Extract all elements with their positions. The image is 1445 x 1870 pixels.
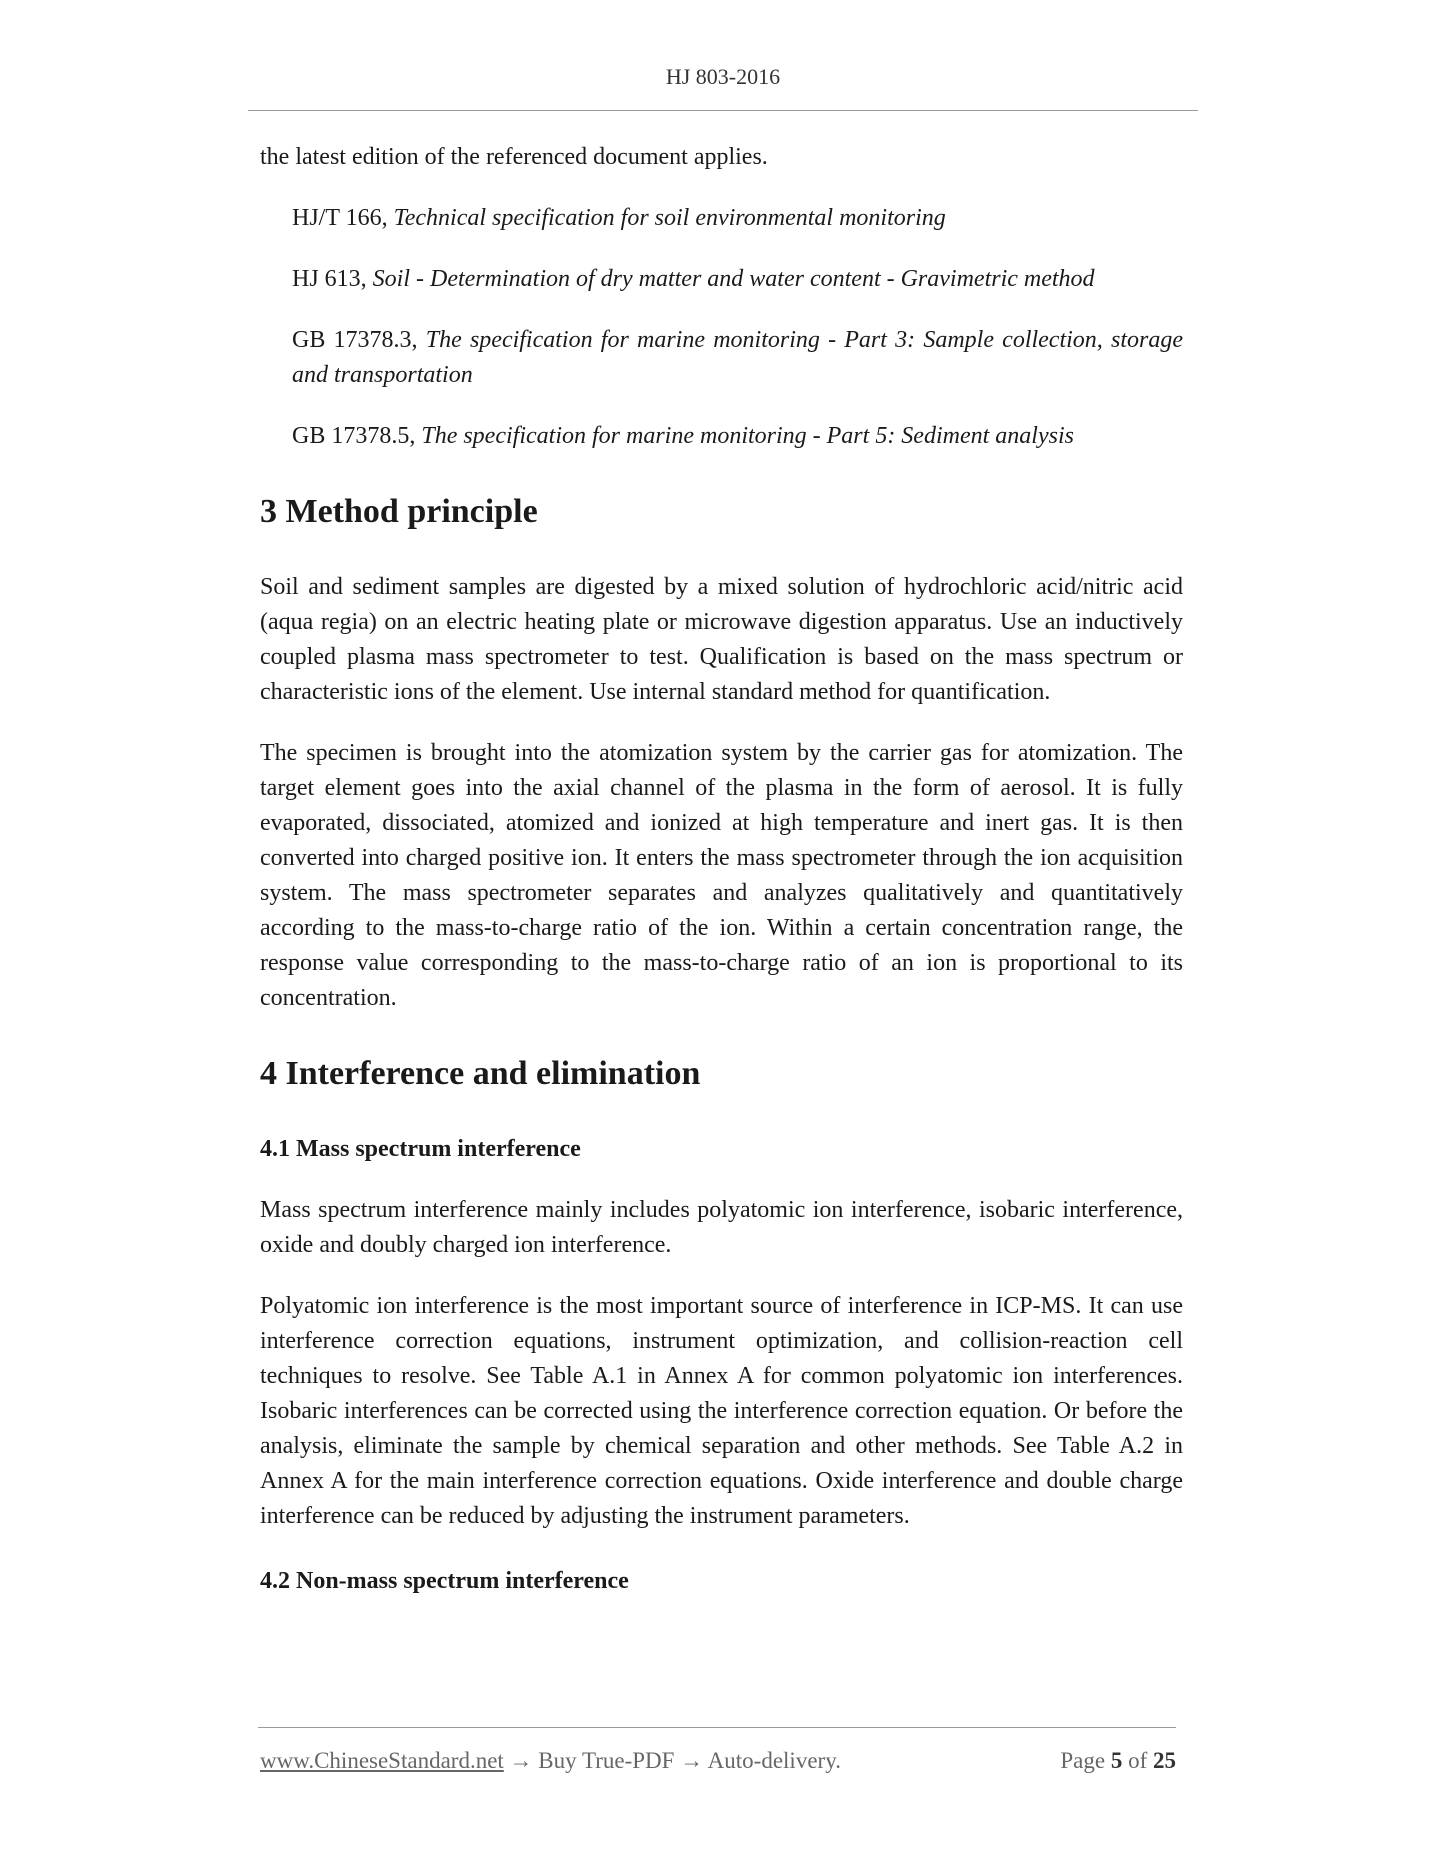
buy-pdf-text: Buy True-PDF <box>538 1748 675 1773</box>
reference-code: HJ 613, <box>292 266 373 292</box>
arrow-icon: → <box>674 1748 708 1773</box>
page-number <box>1060 1745 1176 1777</box>
auto-delivery-text: Auto-delivery. <box>707 1748 841 1773</box>
section-4-1-paragraph: Mass spectrum interference mainly includes polyatomic ion interference, isobaric interference, oxide and doubly charged ion interference. <box>260 1197 1183 1258</box>
page-label: Page <box>1060 1748 1111 1773</box>
page-header-doc-id: HJ 803-2016 <box>665 64 781 89</box>
footer-promo <box>260 1745 841 1777</box>
section-4-1-heading: 4.1 Mass spectrum interference <box>260 1136 581 1162</box>
arrow-icon: → <box>503 1748 539 1773</box>
page-of: of <box>1122 1748 1153 1773</box>
reference-item <box>260 201 1183 236</box>
page-total: 25 <box>1153 1748 1176 1773</box>
reference-item <box>260 419 1183 454</box>
reference-code: HJ/T 166, <box>292 205 394 231</box>
section-4-2-heading: 4.2 Non-mass spectrum interference <box>260 1568 629 1594</box>
reference-code: GB 17378.5, <box>292 423 422 449</box>
document-body <box>260 140 1183 1599</box>
intro-line: the latest edition of the referenced document applies. <box>260 144 768 170</box>
reference-item <box>260 323 1183 393</box>
header-divider <box>248 110 1198 111</box>
site-link[interactable]: www.ChineseStandard.net <box>260 1748 504 1773</box>
section-4-heading: 4 Interference and elimination <box>260 1055 701 1092</box>
reference-title: Soil - Determination of dry matter and water content - Gravimetric method <box>372 266 1095 292</box>
section-3-paragraph: The specimen is brought into the atomization system by the carrier gas for atomization. The target element goes into the axial channel of the plasma in the form of aerosol. It is fully evaporated, dissociated, atomized and ionized at high temperature and inert gas. It is then converted into charged positive ion. It enters the mass spectrometer through the ion acquisition system. The mass spectrometer separates and analyzes qualitatively and quantitatively according to the mass-to-charge ratio of the ion. Within a certain concentration range, the response value corresponding to the mass-to-charge ratio of an ion is proportional to its concentration. <box>260 740 1183 1011</box>
reference-title: The specification for marine monitoring - Part 5: Sediment analysis <box>421 423 1074 449</box>
section-3-heading: 3 Method principle <box>260 493 538 530</box>
reference-code: GB 17378.3, <box>292 327 426 353</box>
page-current: 5 <box>1110 1748 1123 1773</box>
reference-item <box>260 262 1183 297</box>
reference-title: The specification for marine monitoring - Part 3: Sample collection, storage and transportation <box>292 327 1184 388</box>
section-3-paragraph: Soil and sediment samples are digested by a mixed solution of hydrochloric acid/nitric acid (aqua regia) on an electric heating plate or microwave digestion apparatus. Use an inductively coupled plasma mass spectrometer to test. Qualification is based on the mass spectrum or characteristic ions of the element. Use internal standard method for quantification. <box>260 574 1183 705</box>
section-4-1-paragraph: Polyatomic ion interference is the most important source of interference in ICP-MS. It can use interference correction equations, instrument optimization, and collision-reaction cell techniques to resolve. See Table A.1 in Annex A for common polyatomic ion interferences. Isobaric interferences can be corrected using the interference correction equation. Or before the analysis, eliminate the sample by chemical separation and other methods. See Table A.2 in Annex A for the main interference correction equations. Oxide interference and double charge interference can be reduced by adjusting the instrument parameters. <box>260 1293 1183 1529</box>
reference-title: Technical specification for soil environmental monitoring <box>393 205 946 231</box>
footer-divider <box>258 1727 1176 1728</box>
